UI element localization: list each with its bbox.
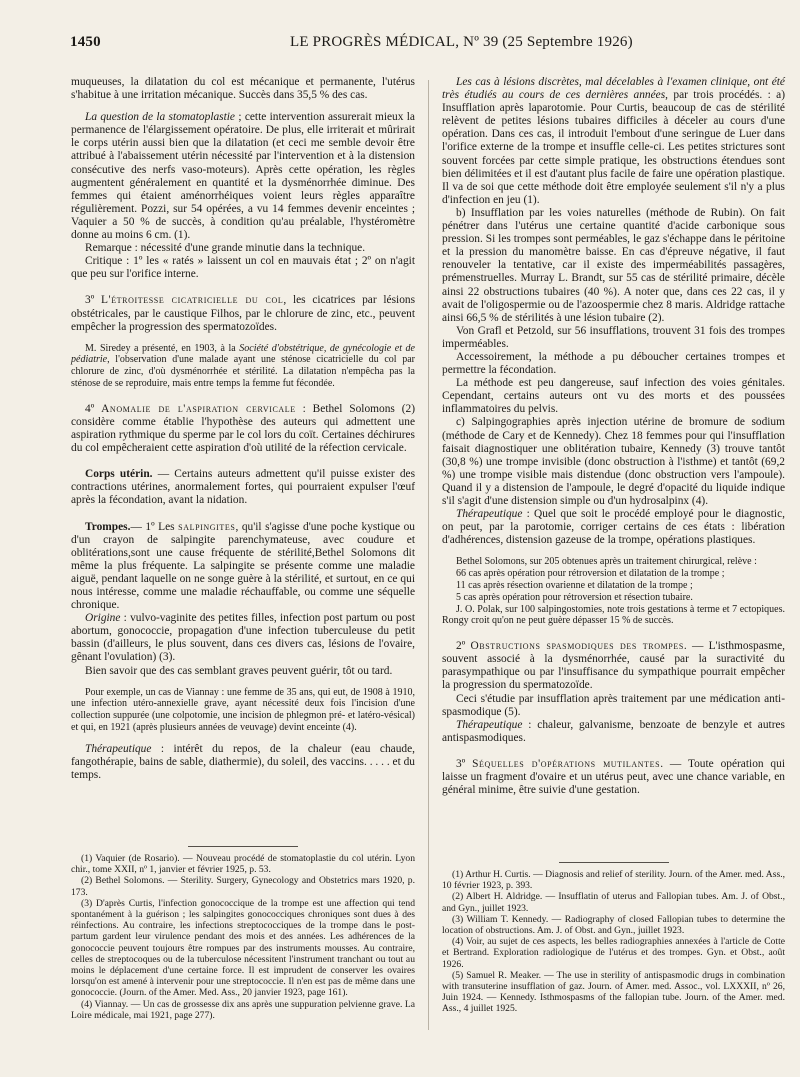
paragraph: muqueuses, la dilatation du col est mécanique et permanente, l'utérus s'habitue à une irritation mécanique. Succès dans 35,5 % des cas. bbox=[71, 76, 415, 102]
right-column bbox=[442, 76, 785, 797]
paragraph bbox=[71, 468, 415, 507]
paragraph bbox=[442, 76, 785, 207]
paragraph bbox=[71, 111, 415, 242]
italic-heading: Thérapeutique bbox=[456, 718, 523, 731]
footnote: (5) Samuel R. Meaker. — The use in sterility of antispasmodic drugs in combination with transuterine insufflation of gaz. Journ. of Amer. med. Assoc., vol. LXXXII, nº 26, Juin 1924. — Kennedy. Isthmospasms of the fallopian tube. Journ. of the Amer. med. Ass., 4 juillet 1925. bbox=[442, 969, 785, 1015]
paragraph-text: — Certains auteurs admettent qu'il puisse exister des contractions utérines, anormalement fortes, qui pourraient expulser l'œuf après la fécondation, avant la nidation. bbox=[71, 468, 415, 507]
section-heading: L'étroitesse cicatricielle du col bbox=[100, 294, 284, 307]
section-heading: Obstructions spasmodiques des trompes bbox=[470, 640, 684, 653]
footnote: (1) Arthur H. Curtis. — Diagnosis and relief of sterility. Journ. of the Amer. med. Ass., 10 février 1923, p. 393. bbox=[442, 869, 785, 892]
journal-title: LE PROGRÈS MÉDICAL, Nº 39 (25 Septembre 1926) bbox=[290, 34, 633, 50]
footnote: (3) D'après Curtis, l'infection gonococcique de la trompe est une affection qui tend spontanément à la guérison ; les salpingites gonococciques chroniques sont dues à des réinfections. Au contraire, les infections streptococciques de la trompe dans le post-partum gardent leur virulence pendant des mois et des années. Les adhérences de la gonococcie peuvent toujours être rompues par des instruments mousses. Au contraire, celles de streptocoques ou de la tuberculose nécessitent l'instrument tranchant ou tout au moins le déplacement d'une certaine force. Il est imprudent de conserver les ovaires lorsqu'on est amené à intervenir pour une streptococcie. Il n'en est pas de même dans une gonococcie. (Journ. of the Amer. Med. Ass., 20 janvier 1923, page 161). bbox=[71, 897, 415, 999]
page-number: 1450 bbox=[70, 34, 101, 50]
paragraph bbox=[442, 508, 785, 547]
paragraph bbox=[71, 521, 415, 613]
paragraph bbox=[71, 403, 415, 455]
footnote: (2) Albert H. Aldridge. — Insufflatin of uterus and Fallopian tubes. Am. J. of Obst., and Gyn., juillet 1923. bbox=[442, 891, 785, 914]
paragraph bbox=[442, 719, 785, 745]
paragraph-text: : vulvo-vaginite des petites filles, infection post partum ou post abortum, gonococcie, propagation d'une infection tuberculeuse du petit bassin (d'ailleurs, le plus souvent, dans ces divers cas, lésions de l'ovaire, gênant l'ovulation) (3). bbox=[71, 612, 415, 664]
paragraph: Von Grafl et Petzold, sur 56 insufflations, trouvent 31 fois des trompes imperméables. bbox=[442, 324, 785, 350]
paragraph bbox=[71, 294, 415, 333]
left-footnotes bbox=[71, 846, 415, 1021]
left-column bbox=[71, 76, 415, 782]
footnote: (1) Vaquier (de Rosario). — Nouveau procédé de stomatoplastie du col utérin. Lyon chir., tome XXII, nº 1, janvier et février 1925, p. 53. bbox=[71, 853, 415, 876]
paragraph bbox=[71, 743, 415, 782]
column-divider bbox=[428, 80, 429, 1030]
bold-heading: Corps utérin. bbox=[85, 468, 153, 481]
footnote: (3) William T. Kennedy. — Radiography of closed Fallopian tubes to determine the location of obstructions. Am. J. of Obst. and Gyn., juillet 1923. bbox=[442, 913, 785, 937]
paragraph: b) Insufflation par les voies naturelles (méthode de Rubin). On fait pénétrer dans l'utérus une certaine quantité d'acide carbonique sous pression. Si les trompes sont perméables, le gaz s'échappe dans le péritoine et la pression du manomètre baisse. En cas d'épreuve négative, il faut renouveler la tentative, car il existe des imperméabilités passagères, prémenstruelles. Murray L. Brandt, sur 55 cas de stérilité primaire, décèle ainsi 22 obstructions tubaires (40 %). A noter que, dans ces 22 cas, il y avait de l'oligospermie ou de l'azoospermie chez 8 maris. Aldridge rattache ainsi 66,5 % de stérilités à une lésion tubaire (2). bbox=[442, 206, 785, 324]
paragraph bbox=[442, 758, 785, 797]
paragraph-text: : Bethel Solomons (2) considère comme établie l'hypothèse des auteurs qui admettent une aspiration rythmique du sperme par le col lors du coït. Certaines déchirures du col empêcheraient cette aspiration d'où utilité de la réfection cervicale. bbox=[71, 402, 416, 455]
italic-heading: Origine bbox=[85, 612, 121, 625]
paragraph-text: , par trois procédés. : a) Insufflation après laparotomie. Pour Curtis, beaucoup de cas de stérilité relèvent de petites lésions tubaires difficiles à déceler au cours d'une opération. Dans ces cas, il introduit l'embout d'une seringue de Luer dans l'orifice externe de la trompe et insuffle celle-ci. Les petites strictures sont souvent forcées par cette simple pratique, les obstructions étendues sont bien délimitées et il est d'autant plus facile de faire une opération plastique. Il va de soi que cette méthode doit être employée seulement s'il n'y a plus d'infection en jeu (1). bbox=[442, 89, 785, 206]
section-number: 3º bbox=[456, 757, 473, 770]
section-heading: Séquelles d'opérations mutilantes bbox=[472, 757, 661, 770]
paragraph-text: : intérêt du repos, de la chaleur (eau chaude, fangothérapie, bains de sable, diathermie), du soleil, des vaccins. . . . . et du temps. bbox=[71, 742, 415, 782]
section-number: 3º bbox=[85, 294, 101, 307]
small-paragraph: Pour exemple, un cas de Viannay : une femme de 35 ans, qui eut, de 1908 à 1910, une infection utéro-annexielle grave, ayant nécessité deux fois l'incision d'une collection suppurée (une colpotomie, une incision de phlegmon pré- et latéro-vésical) et qui, en 1921 (après plusieurs années de veuvage) devint enceinte (4). bbox=[71, 686, 415, 734]
paragraph-text: ; cette intervention assurerait mieux la permanence de l'élargissement opératoire. De plus, elle irriterait et mûrirait le corps utérin aussi bien que la dilatation (et ceci me semble devoir être attribué à l'abaissement utérin nécessité par l'intervention et à la distension consécutive des nerfs vaso-moteurs). Après cette opération, les règles augmentent généralement en quantité et la dysménorrhée diminue. Des femmes qui étaient aménorrhéiques voient leurs règles apparaître régulièrement. Pozzi, sur 54 opérées, a vu 14 femmes devenir enceintes ; Vaquier a 50 % de succès, à condition qu'au préalable, l'hystéromètre donne au moins 6 cm. (1). bbox=[71, 111, 415, 242]
small-paragraph: 5 cas après opération pour rétroversion et résection tubaire. bbox=[456, 591, 693, 603]
paragraph-text: , qu'il s'agisse d'une poche kystique ou d'un crayon de salpingite parenchymateuse, avec coudure et oblitérations,sont une cause fréquente de stérilité,Bethel Solomons dit même la plus fréquente. La salpingite se présente comme une maladie aiguë, pendant laquelle on ne songe guère à la stérilité, et surtout, en ce qui nous intéresse, comme une maladie réchauffable, ou comme une séquelle chronique. bbox=[71, 520, 415, 612]
paragraph-text: . — Toute opération qui laisse un fragment d'ovaire et un utérus peut, avec une chance variable, en général minime, être suivie d'une gestation. bbox=[442, 757, 785, 797]
small-paragraph bbox=[71, 343, 415, 390]
paragraph: Ceci s'étudie par insufflation après traitement par une médication anti-spasmodique (5). bbox=[442, 692, 785, 718]
section-heading: salpingites bbox=[178, 520, 236, 533]
paragraph: Critique : 1º les « ratés » laissent un col en mauvais état ; 2º on n'agit que peu sur l'orifice interne. bbox=[71, 255, 415, 281]
paragraph-text: , l'observation d'une malade ayant une sténose cicatricielle du col par chlorure de zinc, d'où dysménorrhée et stérilité. La dilatation n'empêcha pas la sténose de se reproduire, mais entre temps la femme fut fécondée. bbox=[71, 354, 415, 390]
small-paragraph: J. O. Polak, sur 100 salpingostomies, note trois gestations à terme et 7 ectopiques. Rongy croit qu'on ne peut guère dépasser 15 % de succès. bbox=[442, 603, 785, 627]
italic-heading: Thérapeutique bbox=[85, 742, 152, 755]
running-header bbox=[70, 34, 780, 56]
footnote-rule bbox=[559, 862, 669, 863]
paragraph-text: , les cicatrices par lésions obstétricales, par le caustique Filhos, par le chlorure de zinc, etc., peuvent empêcher la progression des spermatozoïdes. bbox=[71, 294, 416, 333]
paragraph: Remarque : nécessité d'une grande minutie dans la technique. bbox=[85, 242, 366, 255]
paragraph-text: . — L'isthmospasme, souvent associé à la dysménorrhée, causé par la suractivité du parasympathique ou par l'insuffisance du sympathique pourrait empêcher la progression du spermatozoïde. bbox=[442, 640, 785, 692]
footnote: (2) Bethel Solomons. — Sterility. Surgery, Gynecology and Obstetrics mars 1920, p. 173. bbox=[71, 875, 415, 898]
footnote-rule bbox=[188, 846, 298, 847]
paragraph-text: — 1º Les bbox=[130, 520, 179, 533]
paragraph-text: : Quel que soit le procédé employé pour le diagnostic, on peut, par la parotomie, corriger certains de ces états : libération d'adhérences, distension gazeuse de la trompe, opérations plastiques. bbox=[442, 508, 785, 547]
paragraph bbox=[442, 640, 785, 692]
small-paragraph: 11 cas après résection ovarienne et dilatation de la trompe ; bbox=[456, 579, 693, 591]
italic-heading: Les cas à lésions discrètes, mal décelables à l'examen clinique, ont été très étudiés au cours de ces dernières années bbox=[442, 76, 785, 102]
paragraph: La méthode est peu dangereuse, sauf infection des voies génitales. Cependant, certains auteurs ont vu des morts et des poussées inflammatoires du pelvis. bbox=[442, 377, 785, 416]
paragraph: Bien savoir que des cas semblant graves peuvent guérir, tôt ou tard. bbox=[85, 664, 393, 677]
bold-heading: Trompes. bbox=[85, 520, 131, 533]
small-paragraph: 66 cas après opération pour rétroversion et dilatation de la trompe ; bbox=[456, 568, 725, 580]
section-number: 2º bbox=[456, 640, 471, 653]
right-footnotes bbox=[442, 862, 785, 1015]
paragraph-text: : chaleur, galvanisme, benzoate de benzyle et autres antispasmodiques. bbox=[442, 718, 785, 744]
section-heading: Anomalie de l'aspiration cervicale bbox=[101, 402, 296, 415]
paragraph bbox=[71, 612, 415, 664]
italic-heading: Thérapeutique bbox=[456, 508, 523, 521]
footnote: (4) Viannay. — Un cas de grossesse dix ans après une suppuration pelvienne grave. La Loire médicale, mai 1921, page 277). bbox=[71, 998, 415, 1021]
italic-text: Société d'obstétrique, de gynécologie et de pédiatrie bbox=[71, 342, 415, 366]
paragraph-text: M. Siredey a présenté, en 1903, à la bbox=[85, 342, 240, 354]
section-number: 4º bbox=[85, 402, 102, 415]
paragraph: c) Salpingographies après injection utérine de bromure de sodium (méthode de Cary et de Kennedy). Chez 18 femmes pour qui l'insufflation faisait diagnostiquer une oblitération tubaire, Kennedy (3) trouve tantôt (30,8 %) une trompe invisible (donc obstruction à l'isthme) et tantôt (69,2 %) une trompe visible mais distendue (donc obstruction vers l'ampoule). Quand il y a distension de l'ampoule, le degré d'opacité du liquide indique s'il s'agit d'une distension simple ou d'un hydrosalpinx (4). bbox=[442, 416, 785, 507]
italic-heading: La question de la stomatoplastie bbox=[85, 111, 235, 124]
footnote: (4) Voir, au sujet de ces aspects, les belles radiographies annexées à l'article de Cotte et Bertrand. Exploration radiologique de l'utérus et des trompes. Gyn. et Obst., août 1926. bbox=[442, 936, 785, 970]
paragraph: Accessoirement, la méthode a pu déboucher certaines trompes et permettre la fécondation. bbox=[442, 350, 785, 377]
small-paragraph: Bethel Solomons, sur 205 obtenues après un traitement chirurgical, relève : bbox=[456, 556, 757, 568]
